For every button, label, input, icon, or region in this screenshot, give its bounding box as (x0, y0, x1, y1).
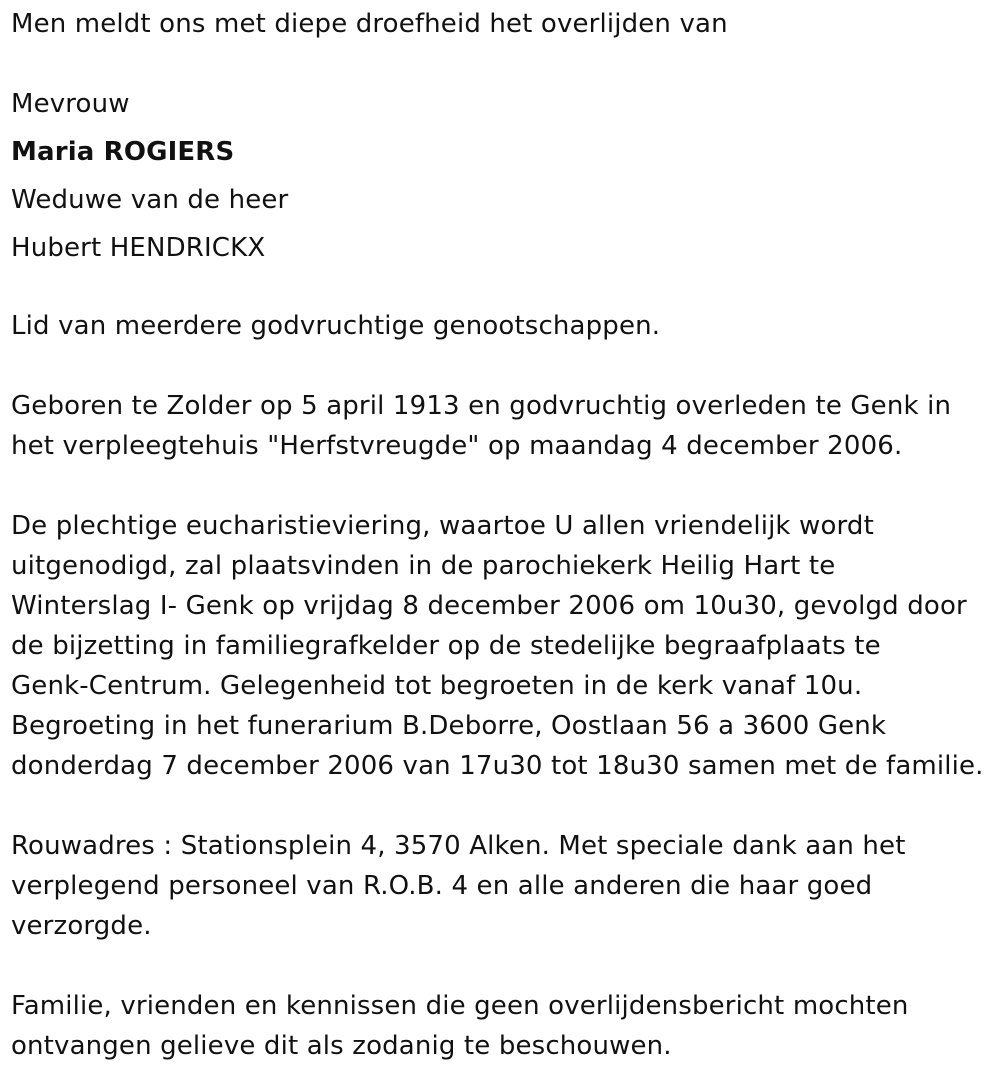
ceremony-paragraph (11, 506, 996, 786)
spacer (11, 48, 996, 80)
paragraph-line: ontvangen gelieve dit als zodanig te beschouwen. (11, 1031, 672, 1061)
paragraph-line: donderdag 7 december 2006 van 17u30 tot 18u30 samen met de familie. (11, 751, 984, 781)
paragraph-line: het verpleegtehuis "Herfstvreugde" op maandag 4 december 2006. (11, 431, 903, 461)
relation-text: Weduwe van de heer (11, 185, 289, 215)
closing-paragraph (11, 986, 996, 1066)
address-paragraph (11, 826, 996, 946)
paragraph-line: Winterslag I- Genk op vrijdag 8 december 2006 om 10u30, gevolgd door (11, 591, 967, 621)
spacer (11, 946, 996, 986)
spacer (11, 346, 996, 386)
paragraph-line: de bijzetting in familiegrafkelder op de stedelijke begraafplaats te (11, 631, 881, 661)
spacer (11, 272, 996, 306)
paragraph-line: Genk-Centrum. Gelegenheid tot begroeten in de kerk vanaf 10u. (11, 671, 863, 701)
salutation-text: Mevrouw (11, 89, 130, 119)
paragraph-line: verplegend personeel van R.O.B. 4 en alle anderen die haar goed (11, 871, 873, 901)
spouse-name: Hubert HENDRICKX (11, 233, 266, 263)
paragraph-line: De plechtige eucharistieviering, waartoe U allen vriendelijk wordt (11, 511, 874, 541)
deceased-block (11, 80, 996, 272)
birth-death-paragraph (11, 386, 996, 466)
membership-text: Lid van meerdere godvruchtige genootschappen. (11, 311, 661, 341)
deceased-name: Maria ROGIERS (11, 137, 235, 167)
paragraph-line: uitgenodigd, zal plaatsvinden in de parochiekerk Heilig Hart te (11, 551, 836, 581)
paragraph-line: Geboren te Zolder op 5 april 1913 en godvruchtig overleden te Genk in (11, 391, 952, 421)
paragraph-line: Rouwadres : Stationsplein 4, 3570 Alken. Met speciale dank aan het (11, 831, 906, 861)
paragraph-line: Familie, vrienden en kennissen die geen overlijdensbericht mochten (11, 991, 909, 1021)
obituary-notice (11, 0, 996, 1066)
spacer (11, 786, 996, 826)
paragraph-line: Begroeting in het funerarium B.Deborre, Oostlaan 56 a 3600 Genk (11, 711, 887, 741)
paragraph-line: verzorgde. (11, 911, 152, 941)
spacer (11, 466, 996, 506)
intro-text: Men meldt ons met diepe droefheid het overlijden van (11, 9, 728, 39)
